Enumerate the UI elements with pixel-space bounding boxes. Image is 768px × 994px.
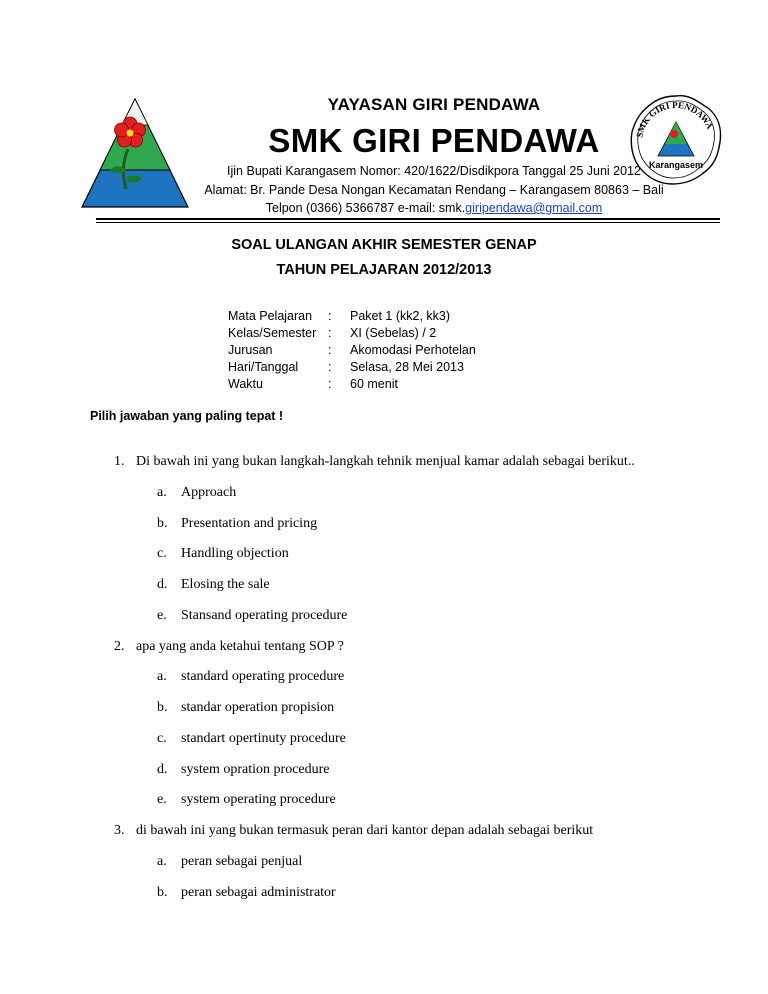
- info-colon: :: [328, 309, 332, 323]
- exam-year: TAHUN PELAJARAN 2012/2013: [276, 262, 492, 278]
- option-text: Approach: [181, 485, 237, 500]
- option-letter: c.: [157, 731, 167, 746]
- option-letter: a.: [157, 854, 167, 869]
- header-divider: [96, 218, 720, 220]
- option-letter: e.: [157, 608, 167, 623]
- seal-bottom-text: Karangasem: [648, 160, 704, 170]
- header-divider-thin: [96, 222, 720, 223]
- option: [157, 854, 302, 870]
- info-colon: :: [328, 360, 332, 374]
- option-text: Handling objection: [181, 546, 289, 561]
- option-letter: a.: [157, 669, 167, 684]
- info-value: 60 menit: [350, 377, 398, 391]
- option-text: standart opertinuty procedure: [181, 731, 346, 746]
- option: [157, 762, 330, 778]
- info-label: Kelas/Semester: [228, 326, 317, 340]
- option: [157, 516, 317, 532]
- info-label: Hari/Tanggal: [228, 360, 299, 374]
- contact-line: [100, 201, 768, 215]
- address-line: Alamat: Br. Pande Desa Nongan Kecamatan Rendang – Karangasem 80863 – Bali: [204, 183, 664, 197]
- option-text: system opration procedure: [181, 762, 330, 777]
- option: [157, 608, 347, 624]
- option-text: system operating procedure: [181, 792, 336, 807]
- question-number: 2.: [114, 639, 125, 654]
- option-letter: b.: [157, 885, 168, 900]
- option: [157, 546, 289, 562]
- question: [114, 639, 344, 655]
- info-label: Waktu: [228, 377, 263, 391]
- info-value: Akomodasi Perhotelan: [350, 343, 476, 357]
- option-letter: b.: [157, 516, 168, 531]
- option: [157, 669, 344, 685]
- question-number: 1.: [114, 454, 125, 469]
- instruction: Pilih jawaban yang paling tepat !: [90, 409, 284, 423]
- option: [157, 731, 346, 747]
- info-value: Selasa, 28 Mei 2013: [350, 360, 464, 374]
- question-text: di bawah ini yang bukan termasuk peran dari kantor depan adalah sebagai berikut: [136, 823, 594, 838]
- option-text: Elosing the sale: [181, 577, 270, 592]
- info-value: XI (Sebelas) / 2: [350, 326, 437, 340]
- seal-arc-text: SMK GIRI PENDAWA: [634, 99, 716, 139]
- option-text: peran sebagai penjual: [181, 854, 303, 869]
- school-name: SMK GIRI PENDAWA: [268, 122, 600, 159]
- option-letter: d.: [157, 762, 168, 777]
- info-colon: :: [328, 326, 332, 340]
- info-colon: :: [328, 343, 332, 357]
- option: [157, 792, 336, 808]
- phone-text: Telpon (0366) 5366787 e-mail: smk.: [265, 201, 466, 215]
- exam-title: SOAL ULANGAN AKHIR SEMESTER GENAP: [231, 237, 537, 253]
- option-letter: c.: [157, 546, 167, 561]
- question-text: apa yang anda ketahui tentang SOP ?: [136, 639, 344, 654]
- option-letter: a.: [157, 485, 167, 500]
- option-text: standar operation propision: [181, 700, 335, 715]
- option: [157, 700, 334, 716]
- option-text: Presentation and pricing: [181, 516, 318, 531]
- question: [114, 823, 593, 839]
- info-value: Paket 1 (kk2, kk3): [350, 309, 451, 323]
- option-letter: e.: [157, 792, 167, 807]
- foundation-name: YAYASAN GIRI PENDAWA: [327, 95, 541, 114]
- option-text: peran sebagai administrator: [181, 885, 336, 900]
- question-text: Di bawah ini yang bukan langkah-langkah tehnik menjual kamar adalah sebagai berikut..: [136, 454, 635, 469]
- info-label: Jurusan: [228, 343, 273, 357]
- option: [157, 577, 270, 593]
- question: [114, 454, 635, 470]
- permit-line: Ijin Bupati Karangasem Nomor: 420/1622/Disdikpora Tanggal 25 Juni 2012: [227, 164, 641, 178]
- email-link[interactable]: giripendawa@gmail.com: [465, 201, 603, 215]
- option-text: Stansand operating procedure: [181, 608, 348, 623]
- option-letter: b.: [157, 700, 168, 715]
- question-number: 3.: [114, 823, 125, 838]
- info-label: Mata Pelajaran: [228, 309, 313, 323]
- option: [157, 885, 336, 901]
- option-letter: d.: [157, 577, 168, 592]
- info-colon: :: [328, 377, 332, 391]
- option-text: standard operating procedure: [181, 669, 345, 684]
- option: [157, 485, 236, 501]
